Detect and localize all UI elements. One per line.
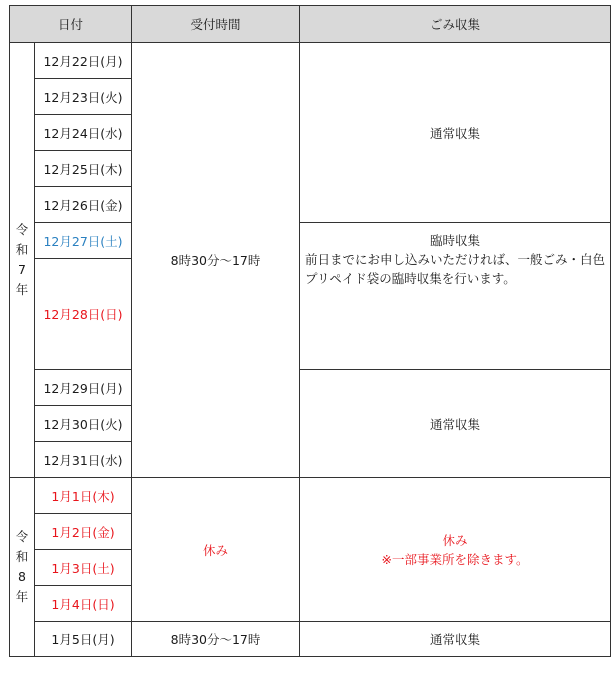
era-label-reiwa8: 令 和 8 年 [10,478,35,657]
header-hours: 受付時間 [132,6,300,43]
date-cell: 12月24日(水) [35,115,132,151]
hours-cell-closed: 休み [132,478,300,622]
date-cell: 12月31日(水) [35,442,132,478]
collection-normal: 通常収集 [300,622,611,657]
table-row [10,370,611,406]
collection-special [300,223,611,370]
collection-normal: 通常収集 [300,370,611,478]
date-cell-holiday: 1月3日(土) [35,550,132,586]
date-cell-holiday: 1月4日(日) [35,586,132,622]
date-cell: 12月23日(火) [35,79,132,115]
special-title: 臨時収集 [430,233,481,248]
hours-cell-last: 8時30分～17時 [132,622,300,657]
table-row [10,622,611,657]
header-collection: ごみ収集 [300,6,611,43]
date-cell: 12月30日(火) [35,406,132,442]
date-cell-holiday: 12月28日(日) [35,259,132,370]
collection-closed [300,478,611,622]
date-cell: 12月22日(月) [35,43,132,79]
collection-normal: 通常収集 [300,43,611,223]
special-body: 前日までにお申し込みいただければ、一般ごみ・白色プリペイド袋の臨時収集を行います。 [305,252,606,286]
table-row [10,478,611,514]
header-date: 日付 [10,6,132,43]
header-row [10,6,611,43]
date-cell-holiday: 1月2日(金) [35,514,132,550]
date-cell: 1月5日(月) [35,622,132,657]
table-row [10,223,611,259]
date-cell-saturday: 12月27日(土) [35,223,132,259]
hours-cell-normal: 8時30分～17時 [132,43,300,478]
closed-note: ※一部事業所を除きます。 [381,551,529,567]
date-cell: 12月26日(金) [35,187,132,223]
schedule-table [9,5,611,657]
table-row [10,43,611,79]
closed-title: 休み [442,532,468,548]
date-cell-holiday: 1月1日(木) [35,478,132,514]
date-cell: 12月25日(木) [35,151,132,187]
date-cell: 12月29日(月) [35,370,132,406]
era-label-reiwa7: 令 和 7 年 [10,43,35,478]
